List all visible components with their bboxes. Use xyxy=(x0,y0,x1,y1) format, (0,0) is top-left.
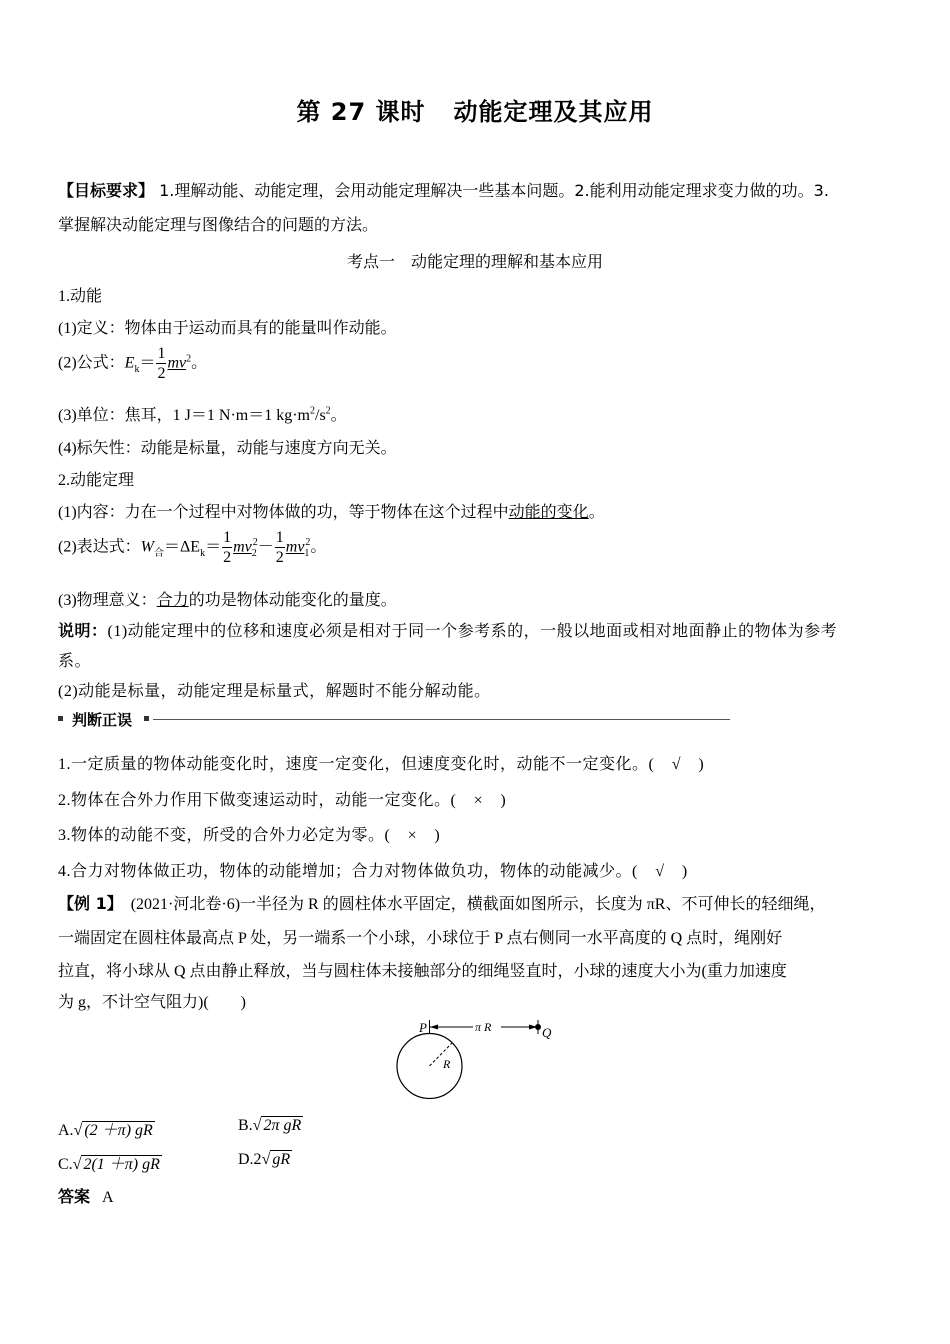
expr-fraction-2: $\frac{1}{2}$ xyxy=(275,529,284,566)
judge-section-header xyxy=(58,709,730,729)
judge-item: 4.合力对物体做正功，物体的动能增加；合力对物体做负功，物体的动能减少。( √ ) xyxy=(58,863,688,880)
cylinder-diagram xyxy=(390,1010,570,1105)
option-B: B.√ 2π gR xyxy=(238,1117,302,1134)
theorem-expression: (2)表达式：$W_合=\Delta E_k=$ $\frac{1}{2}$ $mv_2^2-$ $\frac{1}{2}$ $mv_1^2$。 xyxy=(58,529,327,566)
judge-item: 3.物体的动能不变，所受的合外力必定为零。( × ) xyxy=(58,827,441,844)
expr-fraction-1: $\frac{1}{2}$ xyxy=(223,529,232,566)
kinetic-definition: (1)定义：物体由于运动而具有的能量叫作动能。 xyxy=(58,320,397,337)
formula-equals: ＝ xyxy=(139,354,156,372)
check-mark-icon: √ xyxy=(671,756,681,773)
kinetic-unit: (3)单位：焦耳，1 J＝1 N·m＝1 $kg\cdot m^2/s^2$。 xyxy=(58,405,347,424)
length-label: π R xyxy=(475,1020,492,1034)
page-title xyxy=(0,92,950,127)
divider xyxy=(153,719,730,720)
answer-underline-force: 合力 xyxy=(156,592,189,609)
note-label: 说明： xyxy=(58,621,108,640)
cross-mark-icon: × xyxy=(407,827,418,844)
ball-dot xyxy=(535,1024,541,1030)
judge-heading: 判断正误 xyxy=(72,711,133,729)
formula-sub-k: k xyxy=(134,363,140,375)
example-line-3: 拉直，将小球从 Q 点由静止释放，当与圆柱体未接触部分的细绳竖直时，小球的速度大小为(重力加速度 xyxy=(58,963,787,980)
radius-label: R xyxy=(443,1057,451,1071)
theorem-heading: 2.动能定理 xyxy=(58,472,135,489)
arrow-left-icon xyxy=(430,1025,438,1030)
sqrt-icon: √ xyxy=(73,1122,83,1139)
judge-item: 2.物体在合外力作用下做变速运动时，动能一定变化。( × ) xyxy=(58,792,507,809)
formula-label: (2)公式： xyxy=(58,354,125,372)
kinetic-heading: 1.动能 xyxy=(58,288,103,305)
title-topic: 动能定理及其应用 xyxy=(453,98,654,126)
kinetic-scalar: (4)标矢性：动能是标量，动能与速度方向无关。 xyxy=(58,440,397,457)
cross-mark-icon: × xyxy=(473,792,484,809)
theorem-meaning: (3)物理意义：合力的功是物体动能变化的量度。 xyxy=(58,592,397,609)
example-line-4: 为 g，不计空气阻力)( ) xyxy=(58,994,246,1011)
option-C: C.√ 2(1 ＋π) gR xyxy=(58,1156,160,1173)
goal-line-1 xyxy=(58,178,829,201)
note-line-1: 说明：(1)动能定理中的位移和速度必须是相对于同一个参考系的，一般以地面或相对地面静止的物体为参考 xyxy=(58,621,838,640)
kinetic-formula: (2)公式：$E_k=$ $\frac{1}{2}$ $mv^2$。 xyxy=(58,345,208,382)
formula-mv: mv xyxy=(167,354,187,372)
example-line-2: 一端固定在圆柱体最高点 P 处，另一端系一个小球，小球位于 P 点右侧同一水平高度的 Q 点时，绳刚好 xyxy=(58,930,783,947)
formula-fraction: $\frac{1}{2}$ xyxy=(157,345,166,382)
sqrt-icon: √ xyxy=(252,1117,262,1134)
goal-text-1: 1.理解动能、动能定理，会用动能定理解决一些基本问题。2.能利用动能定理求变力做的功。3. xyxy=(159,181,829,200)
point-Q-label: Q xyxy=(542,1025,552,1040)
formula-symbol-E: E xyxy=(124,354,135,372)
formula-exponent: 2 xyxy=(186,353,192,365)
square-bullet-icon xyxy=(58,716,63,721)
answer-value: A xyxy=(102,1189,114,1206)
example-label: 【例 1】 xyxy=(58,894,123,913)
goal-line-2: 掌握解决动能定理与图像结合的问题的方法。 xyxy=(58,215,379,234)
option-A: A.√ (2 ＋π) gR xyxy=(58,1122,153,1139)
judge-item: 1.一定质量的物体动能变化时，速度一定变化，但速度变化时，动能不一定变化。( √ ) xyxy=(58,756,705,773)
option-D: D.2√ gR xyxy=(238,1151,291,1168)
check-mark-icon: √ xyxy=(655,863,665,880)
answer-underline-change: 动能的变化 xyxy=(508,504,589,521)
title-lesson: 第 27 课时 xyxy=(296,98,426,126)
note-line-1b: 系。 xyxy=(58,653,92,670)
answer-label: 答案 xyxy=(58,1187,91,1206)
example-line-1: 【例 1】 (2021·河北卷·6)一半径为 R 的圆柱体水平固定，横截面如图所示，长度为 πR、不可伸长的轻细绳， xyxy=(58,894,826,913)
sqrt-icon: √ xyxy=(261,1151,271,1168)
goal-label: 【目标要求】 xyxy=(58,181,155,200)
note-line-2: (2)动能是标量，动能定理是标量式，解题时不能分解动能。 xyxy=(58,683,491,700)
sqrt-icon: √ xyxy=(72,1156,82,1173)
square-bullet-icon xyxy=(144,716,149,721)
section-heading: 考点一 动能定理的理解和基本应用 xyxy=(346,252,603,271)
point-P-label: P xyxy=(419,1020,427,1035)
answer-line xyxy=(58,1184,114,1207)
theorem-content: (1)内容：力在一个过程中对物体做的功，等于物体在这个过程中动能的变化。 xyxy=(58,504,605,521)
